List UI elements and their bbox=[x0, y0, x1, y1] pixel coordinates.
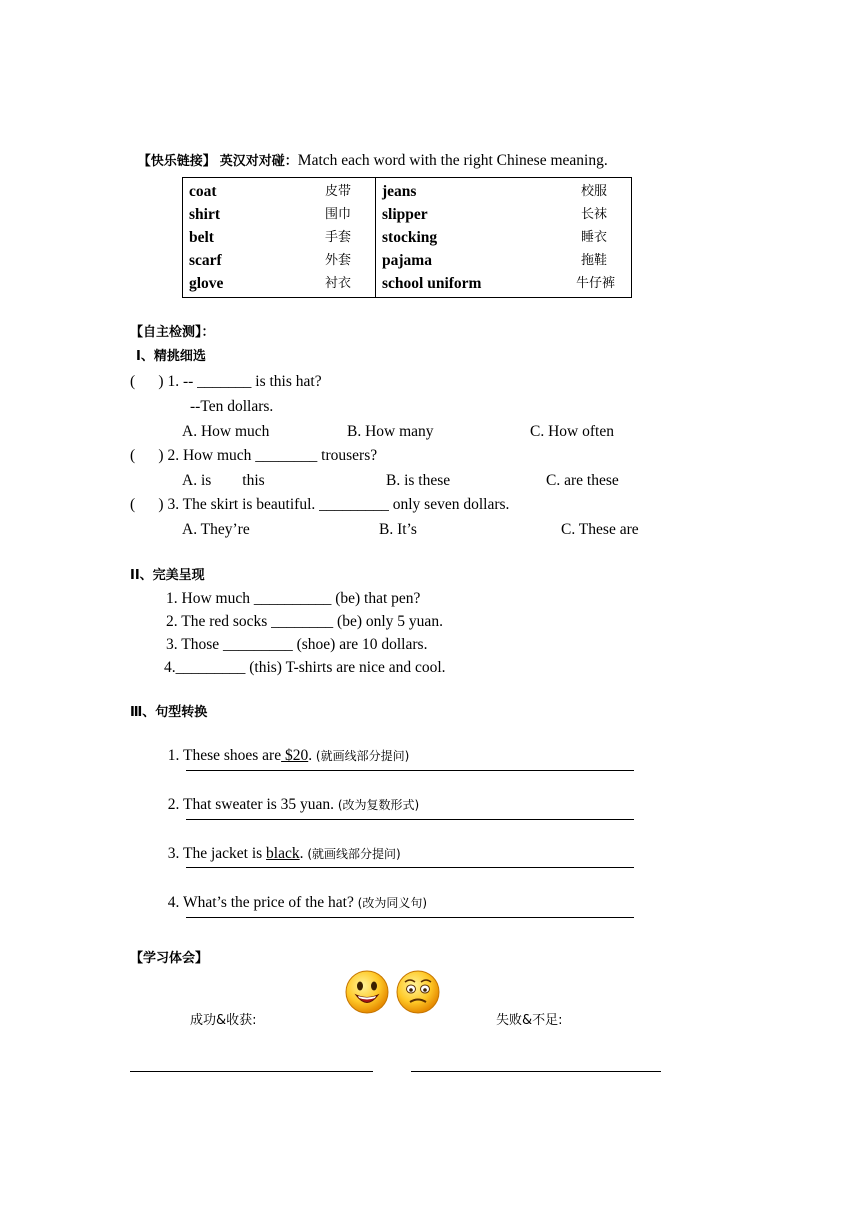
underlined-part: black bbox=[266, 845, 300, 862]
answer-line[interactable] bbox=[186, 917, 634, 918]
fill-item-3: 3. Those _________ (shoe) are 10 dollars. bbox=[166, 636, 428, 653]
question-2-option-c: C. are these bbox=[546, 472, 619, 489]
section-tag: 【快乐链接】 bbox=[137, 154, 216, 169]
question-1-option-b: B. How many bbox=[347, 423, 434, 440]
vocab-word: jeans bbox=[382, 183, 417, 200]
vocab-word: glove bbox=[189, 275, 224, 292]
success-answer-line[interactable] bbox=[130, 1071, 373, 1072]
answer-line[interactable] bbox=[186, 867, 634, 868]
vocab-meaning: 牛仔裤 bbox=[575, 276, 615, 291]
fill-item-2: 2. The red socks ________ (be) only 5 yuan. bbox=[166, 613, 443, 630]
failure-answer-line[interactable] bbox=[411, 1071, 661, 1072]
question-3-option-c: C. These are bbox=[561, 521, 639, 538]
vocab-word: slipper bbox=[382, 206, 428, 223]
vocab-meaning: 长袜 bbox=[580, 207, 607, 222]
vocab-row bbox=[189, 226, 369, 249]
fill-item-4: 4._________ (this) T-shirts are nice and cool. bbox=[164, 659, 446, 676]
question-3-stem: ( ) 3. The skirt is beautiful. _________ only seven dollars. bbox=[130, 496, 510, 513]
vocab-row bbox=[382, 203, 625, 226]
sentence-text: 1. These shoes are bbox=[167, 747, 282, 764]
transform-item-1 bbox=[160, 729, 409, 765]
question-2-option-b: B. is these bbox=[386, 472, 451, 489]
question-1-stem: ( ) 1. -- _______ is this hat? bbox=[130, 373, 322, 390]
vocab-right-column bbox=[376, 178, 632, 298]
sentence-text: 3. The jacket is bbox=[167, 845, 267, 862]
part2-heading: II、完美呈现 bbox=[130, 568, 205, 583]
vocab-meaning: 衬衣 bbox=[324, 276, 351, 291]
vocab-word: school uniform bbox=[382, 275, 482, 292]
instruction-note: (改为同义句) bbox=[353, 896, 428, 910]
transform-item-4 bbox=[160, 876, 427, 912]
vocab-meaning: 拖鞋 bbox=[580, 253, 607, 268]
vocab-table bbox=[182, 177, 632, 298]
vocab-row bbox=[382, 272, 625, 295]
happy-face-icon bbox=[345, 970, 389, 1014]
vocab-meaning: 手套 bbox=[324, 230, 351, 245]
sentence-end: . bbox=[308, 747, 313, 764]
question-1-option-c: C. How often bbox=[530, 423, 614, 440]
vocab-word: pajama bbox=[382, 252, 432, 269]
answer-line[interactable] bbox=[186, 770, 634, 771]
sentence-text: 4. What’s the price of the hat? bbox=[167, 894, 354, 911]
worried-face-icon bbox=[396, 970, 440, 1014]
vocab-row bbox=[382, 180, 625, 203]
vocab-word: belt bbox=[189, 229, 214, 246]
self-test-heading: 【自主检测】： bbox=[130, 325, 215, 340]
section-title-en: Match each word with the right Chinese meaning. bbox=[297, 152, 608, 169]
question-1-reply: --Ten dollars. bbox=[190, 398, 274, 415]
instruction-note: (就画线部分提问) bbox=[312, 749, 410, 763]
vocab-left-column bbox=[183, 178, 376, 298]
sentence-end: . bbox=[299, 845, 304, 862]
question-3-option-a: A. They’re bbox=[182, 521, 250, 538]
vocab-meaning: 围巾 bbox=[324, 207, 351, 222]
vocab-row bbox=[189, 249, 369, 272]
vocab-meaning: 睡衣 bbox=[580, 230, 607, 245]
vocab-word: shirt bbox=[189, 206, 220, 223]
instruction-note: (改为复数形式) bbox=[334, 798, 420, 812]
sentence-text: 2. That sweater is 35 yuan. bbox=[167, 796, 335, 813]
fill-item-1: 1. How much __________ (be) that pen? bbox=[166, 590, 421, 607]
failure-label: 失败&不足: bbox=[496, 1013, 563, 1028]
transform-item-3 bbox=[160, 827, 401, 863]
vocab-word: stocking bbox=[382, 229, 438, 246]
success-label: 成功&收获: bbox=[190, 1013, 257, 1028]
vocab-row bbox=[382, 249, 625, 272]
instruction-note: (就画线部分提问) bbox=[303, 847, 401, 861]
answer-line[interactable] bbox=[186, 819, 634, 820]
question-2-stem: ( ) 2. How much ________ trousers? bbox=[130, 447, 378, 464]
vocab-meaning: 外套 bbox=[324, 253, 351, 268]
section-title-cn: 英汉对对碰： bbox=[219, 154, 298, 169]
question-2-option-a: A. is this bbox=[182, 472, 265, 489]
vocab-row bbox=[189, 203, 369, 226]
question-3-option-b: B. It’s bbox=[379, 521, 417, 538]
part1-heading: I、精挑细选 bbox=[136, 349, 206, 364]
vocab-meaning: 皮带 bbox=[324, 184, 351, 199]
section-header bbox=[130, 134, 608, 171]
vocab-row bbox=[382, 226, 625, 249]
vocab-meaning: 校服 bbox=[580, 184, 607, 199]
vocab-word: scarf bbox=[189, 252, 222, 269]
question-1-option-a: A. How much bbox=[182, 423, 270, 440]
vocab-row bbox=[189, 272, 369, 295]
part3-heading: Ⅲ、句型转换 bbox=[130, 705, 208, 720]
vocab-row bbox=[189, 180, 369, 203]
transform-item-2 bbox=[160, 778, 419, 814]
reflection-heading: 【学习体会】 bbox=[130, 951, 209, 966]
underlined-part: $20 bbox=[281, 747, 309, 764]
vocab-word: coat bbox=[189, 183, 217, 200]
